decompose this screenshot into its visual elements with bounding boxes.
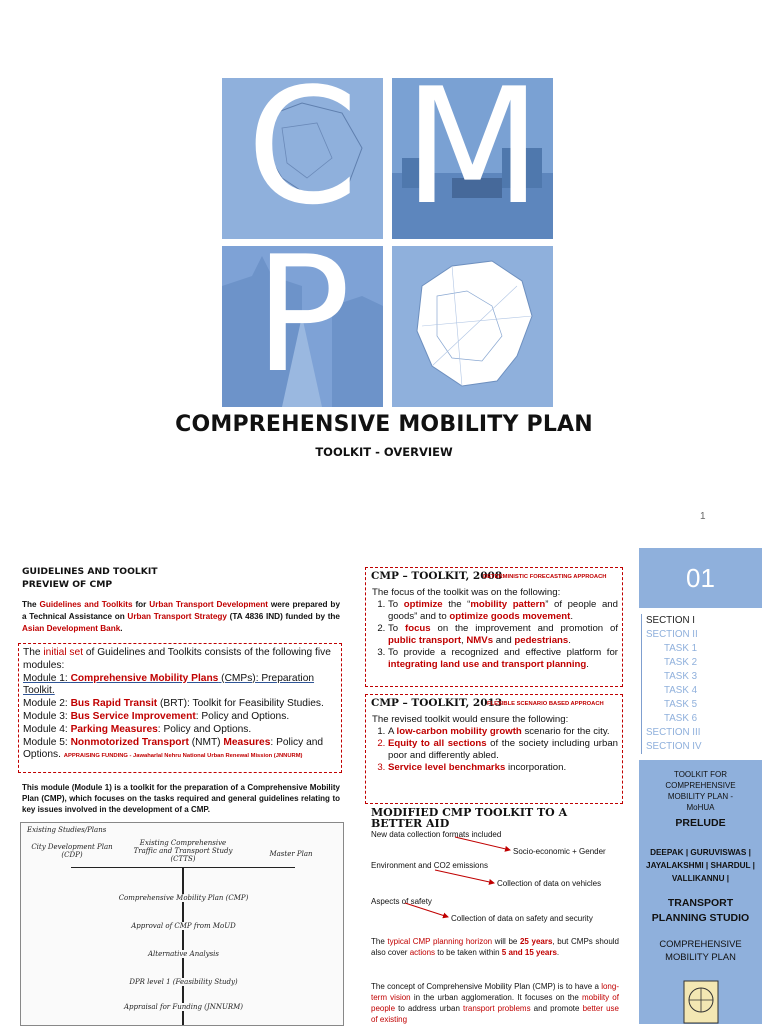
modules-box: [18, 643, 342, 773]
toolkit-2008-item: [388, 647, 618, 671]
institute-logo-icon: [683, 980, 719, 1024]
nav-task-5[interactable]: TASK 5: [664, 699, 698, 710]
item-text: .: [568, 635, 571, 646]
modules-intro-text: of Guidelines and Toolkits consists of the following five modules:: [23, 647, 331, 671]
module-prefix: Module 3:: [23, 710, 71, 722]
intro-text: for: [132, 600, 150, 609]
module-item-2: [23, 698, 337, 711]
logo-tile-c: [222, 78, 383, 239]
module-prefix: Module 5:: [23, 736, 71, 748]
toolkit-2013-tag: FLEXIBLE SCENARIO BASED APPROACH: [487, 701, 604, 707]
module-prefix: Module 2:: [23, 698, 71, 710]
item-text: .: [570, 611, 574, 622]
left-heading: [22, 565, 342, 591]
nav-task-3[interactable]: TASK 3: [664, 671, 698, 682]
toolkit-2013-item: [388, 762, 618, 774]
city-map-icon: [392, 246, 553, 407]
horizon-highlight: 5 and 15 years: [501, 948, 557, 957]
nav-task-1[interactable]: TASK 1: [664, 643, 698, 654]
item-highlight: pedestrians: [514, 635, 569, 646]
module-name: Comprehensive Mobility Plans: [70, 672, 219, 684]
item-highlight: mobility pattern: [470, 599, 546, 610]
toolkit-2008-title: CMP – TOOLKIT, 2008: [371, 570, 503, 582]
nav-task-6[interactable]: TASK 6: [664, 713, 698, 724]
heading-preview: PREVIEW OF CMP: [22, 579, 113, 590]
item-text: A: [388, 726, 397, 737]
toolkit-2008-tag: DETERMINISTIC FORECASTING APPROACH: [483, 574, 607, 580]
module-name: Bus Rapid Transit: [70, 698, 158, 710]
intro-highlight: Guidelines and Toolkits: [39, 600, 133, 609]
intro-text: were prepared by a Technical Assistance on: [22, 600, 340, 621]
flow-from-2: Environment and CO2 emissions: [371, 861, 488, 870]
intro-text: (TA 4836 IND) funded by the: [226, 612, 340, 621]
item-text: scenario for the city.: [521, 726, 610, 737]
intro-paragraph: [22, 599, 340, 635]
planning-horizon-text: [371, 936, 619, 958]
item-highlight: integrating land use and transport planning: [388, 659, 587, 670]
modules-intro: [23, 647, 337, 673]
flowchart-spine: [182, 867, 184, 1025]
item-text: on the improvement and promotion of: [430, 623, 618, 634]
logo-tile-p: [222, 246, 383, 407]
flowchart-step-1: Comprehensive Mobility Plan (CMP): [111, 894, 256, 902]
horizon-highlight: 25 years: [519, 937, 553, 946]
module-prefix: Module 4:: [23, 723, 71, 735]
horizon-text: The: [371, 937, 388, 946]
horizon-text: to be taken within: [435, 948, 502, 957]
flowchart-box-cdp: City Development Plan (CDP): [31, 843, 113, 859]
item-text: .: [586, 659, 589, 670]
toolkit-2013-lead: The revised toolkit would ensure the following:: [372, 714, 569, 725]
module-rest: (NMT): [188, 736, 224, 748]
logo-letter-m: M: [403, 78, 542, 239]
flowchart-step-5: Appraisal for Funding (JNNURM): [121, 1003, 246, 1011]
toolkit-2008-item: [388, 623, 618, 647]
flow-from-3: Aspects of safety: [371, 897, 432, 906]
flow-to-1: Socio-economic + Gender: [513, 847, 606, 856]
horizon-highlight: actions: [409, 948, 436, 957]
module-item-5: [23, 737, 337, 764]
arrow-2: [435, 870, 494, 883]
studio-label: TRANSPORT PLANNING STUDIO: [651, 897, 750, 924]
flow-arrows: [360, 830, 520, 925]
cmp-concept-text: [371, 981, 619, 1024]
toolkit-2008-body: [372, 587, 618, 671]
flowchart-step-2: Approval of CMP from MoUD: [121, 922, 246, 930]
section-nav: [641, 614, 760, 754]
module-name: Parking Measures: [70, 723, 158, 735]
toolkit-2013-title: CMP – TOOLKIT, 2013: [371, 697, 503, 709]
toolkit-2013-box: [365, 694, 623, 804]
horizon-highlight: typical CMP planning horizon: [387, 937, 493, 946]
logo-tile-map: [392, 246, 553, 407]
module-rest: : Policy and Options.: [157, 723, 252, 735]
intro-text: The: [22, 600, 40, 609]
flowchart-box-master-plan: Master Plan: [269, 850, 313, 858]
toolkit-for-label: TOOLKIT FOR COMPREHENSIVE MOBILITY PLAN - MoHUA: [665, 770, 736, 812]
horizon-text: will be: [492, 937, 520, 946]
intro-highlight: Urban Transport Strategy: [127, 612, 227, 621]
cover-subtitle: TOOLKIT - OVERVIEW: [315, 445, 453, 459]
item-highlight: focus: [405, 623, 431, 634]
section-number-badge: 01: [639, 548, 762, 608]
toolkit-2013-item: [388, 738, 618, 762]
item-highlight: NMVs: [466, 635, 494, 646]
item-text: ” of people and goods” and to: [388, 599, 618, 622]
module-rest: (CMPs): Preparation Toolkit.: [23, 672, 315, 697]
item-text: incorporation.: [505, 762, 567, 773]
module-rest: (BRT): Toolkit for Feasibility Studies.: [157, 698, 324, 710]
logo-tile-m: [392, 78, 553, 239]
concept-highlight: better use of existing: [371, 1004, 619, 1024]
module-item-3: [23, 711, 337, 724]
item-text: of the society including urban poor and differently abled.: [388, 738, 618, 761]
concept-highlight: transport problems: [463, 1004, 531, 1013]
nav-section-3[interactable]: SECTION III: [646, 727, 701, 738]
concept-text: in the urban agglomeration. It focuses on the: [410, 993, 583, 1002]
nav-section-4[interactable]: SECTION IV: [646, 741, 702, 752]
sidebar-info-panel: [639, 760, 762, 1024]
horizon-text: .: [556, 948, 560, 957]
item-highlight: Equity to all sections: [388, 738, 487, 749]
nav-section-1[interactable]: SECTION I: [646, 615, 695, 626]
modules-intro-text: The: [23, 647, 44, 658]
concept-highlight: long-term vision: [371, 982, 619, 1002]
module-item-4: [23, 724, 337, 737]
authors-label: DEEPAK | GURUVISWAS | JAYALAKSHMI | SHARDUL | VALLIKANNU |: [646, 848, 755, 883]
toolkit-2008-lead: The focus of the toolkit was on the following:: [372, 587, 561, 598]
item-highlight: public transport: [388, 635, 462, 646]
toolkit-2013-body: [372, 714, 618, 774]
logo-letter-c: C: [246, 78, 359, 239]
item-text: To: [388, 623, 406, 634]
module-rest: : Policy and Options.: [195, 710, 290, 722]
concept-text: and promote: [530, 1004, 583, 1013]
modified-toolkit-title: MODIFIED CMP TOOLKIT TO A BETTER AID: [371, 806, 568, 830]
cmp-flowchart: [20, 822, 344, 1026]
arrow-3: [405, 903, 448, 917]
toolkit-2008-item: [388, 599, 618, 623]
modules-intro-highlight: initial set: [43, 647, 84, 658]
logo-letter-p: P: [254, 246, 351, 407]
item-highlight: optimize: [403, 599, 443, 610]
toolkit-2013-item: [388, 726, 618, 738]
item-highlight: Service level benchmarks: [388, 762, 506, 773]
cmp-label: COMPREHENSIVE MOBILITY PLAN: [659, 938, 742, 962]
nav-section-2[interactable]: SECTION II: [646, 629, 698, 640]
concept-highlight: mobility of people: [371, 993, 619, 1013]
module-item-1: [23, 673, 337, 699]
flowchart-top-label: Existing Studies/Plans: [27, 826, 107, 834]
intro-text: .: [120, 624, 123, 633]
item-text: To: [388, 599, 404, 610]
item-text: To provide a recognized and effective platform for: [388, 647, 618, 658]
module-name: Nonmotorized Transport: [70, 736, 189, 748]
flowchart-step-3: Alternative Analysis: [131, 950, 236, 958]
item-highlight: optimize goods movement: [449, 611, 571, 622]
nav-task-2[interactable]: TASK 2: [664, 657, 698, 668]
nav-task-4[interactable]: TASK 4: [664, 685, 698, 696]
flowchart-step-4: DPR level 1 (Feasibility Study): [121, 978, 246, 986]
intro-highlight: Urban Transport Development: [149, 600, 268, 609]
module-prefix: Module 1:: [23, 672, 71, 684]
toolkit-2008-box: [365, 567, 623, 687]
flow-to-3: Collection of data on safety and security: [451, 914, 593, 923]
flowchart-box-ctts: Existing Comprehensive Traffic and Transport Study (CTTS): [133, 839, 233, 863]
module-name: Bus Service Improvement: [70, 710, 196, 722]
item-text: the “: [442, 599, 471, 610]
item-text: and: [493, 635, 515, 646]
page-number: 1: [700, 511, 706, 522]
item-text: ,: [461, 635, 467, 646]
cover-title: COMPREHENSIVE MOBILITY PLAN: [175, 412, 593, 437]
module1-description: This module (Module 1) is a toolkit for the preparation of a Comprehensive Mobility Plan (CMP), which focuses on the tasks required and general guidelines relating to key issues involved in the development of a CMP.: [22, 783, 340, 814]
prelude-label: PRELUDE: [675, 817, 726, 829]
appraising-note: APPRAISING FUNDING - Jawaharlal Nehru National Urban Renewal Mission (JNNURM): [63, 753, 303, 760]
module-name: Measures: [223, 736, 271, 748]
concept-text: The concept of Comprehensive Mobility Plan (CMP) is to have a: [371, 982, 602, 991]
heading-guidelines: GUIDELINES AND TOOLKIT: [22, 566, 158, 577]
flow-to-2: Collection of data on vehicles: [497, 879, 602, 888]
flow-from-1: New data collection formats included: [371, 830, 502, 839]
concept-text: to address urban: [395, 1004, 463, 1013]
intro-highlight: Asian Development Bank: [22, 624, 121, 633]
item-highlight: low-carbon mobility growth: [396, 726, 522, 737]
arrow-1: [455, 837, 510, 850]
horizon-text: , but CMPs should also cover: [371, 937, 619, 957]
module-rest: : Policy and Options.: [23, 736, 324, 761]
